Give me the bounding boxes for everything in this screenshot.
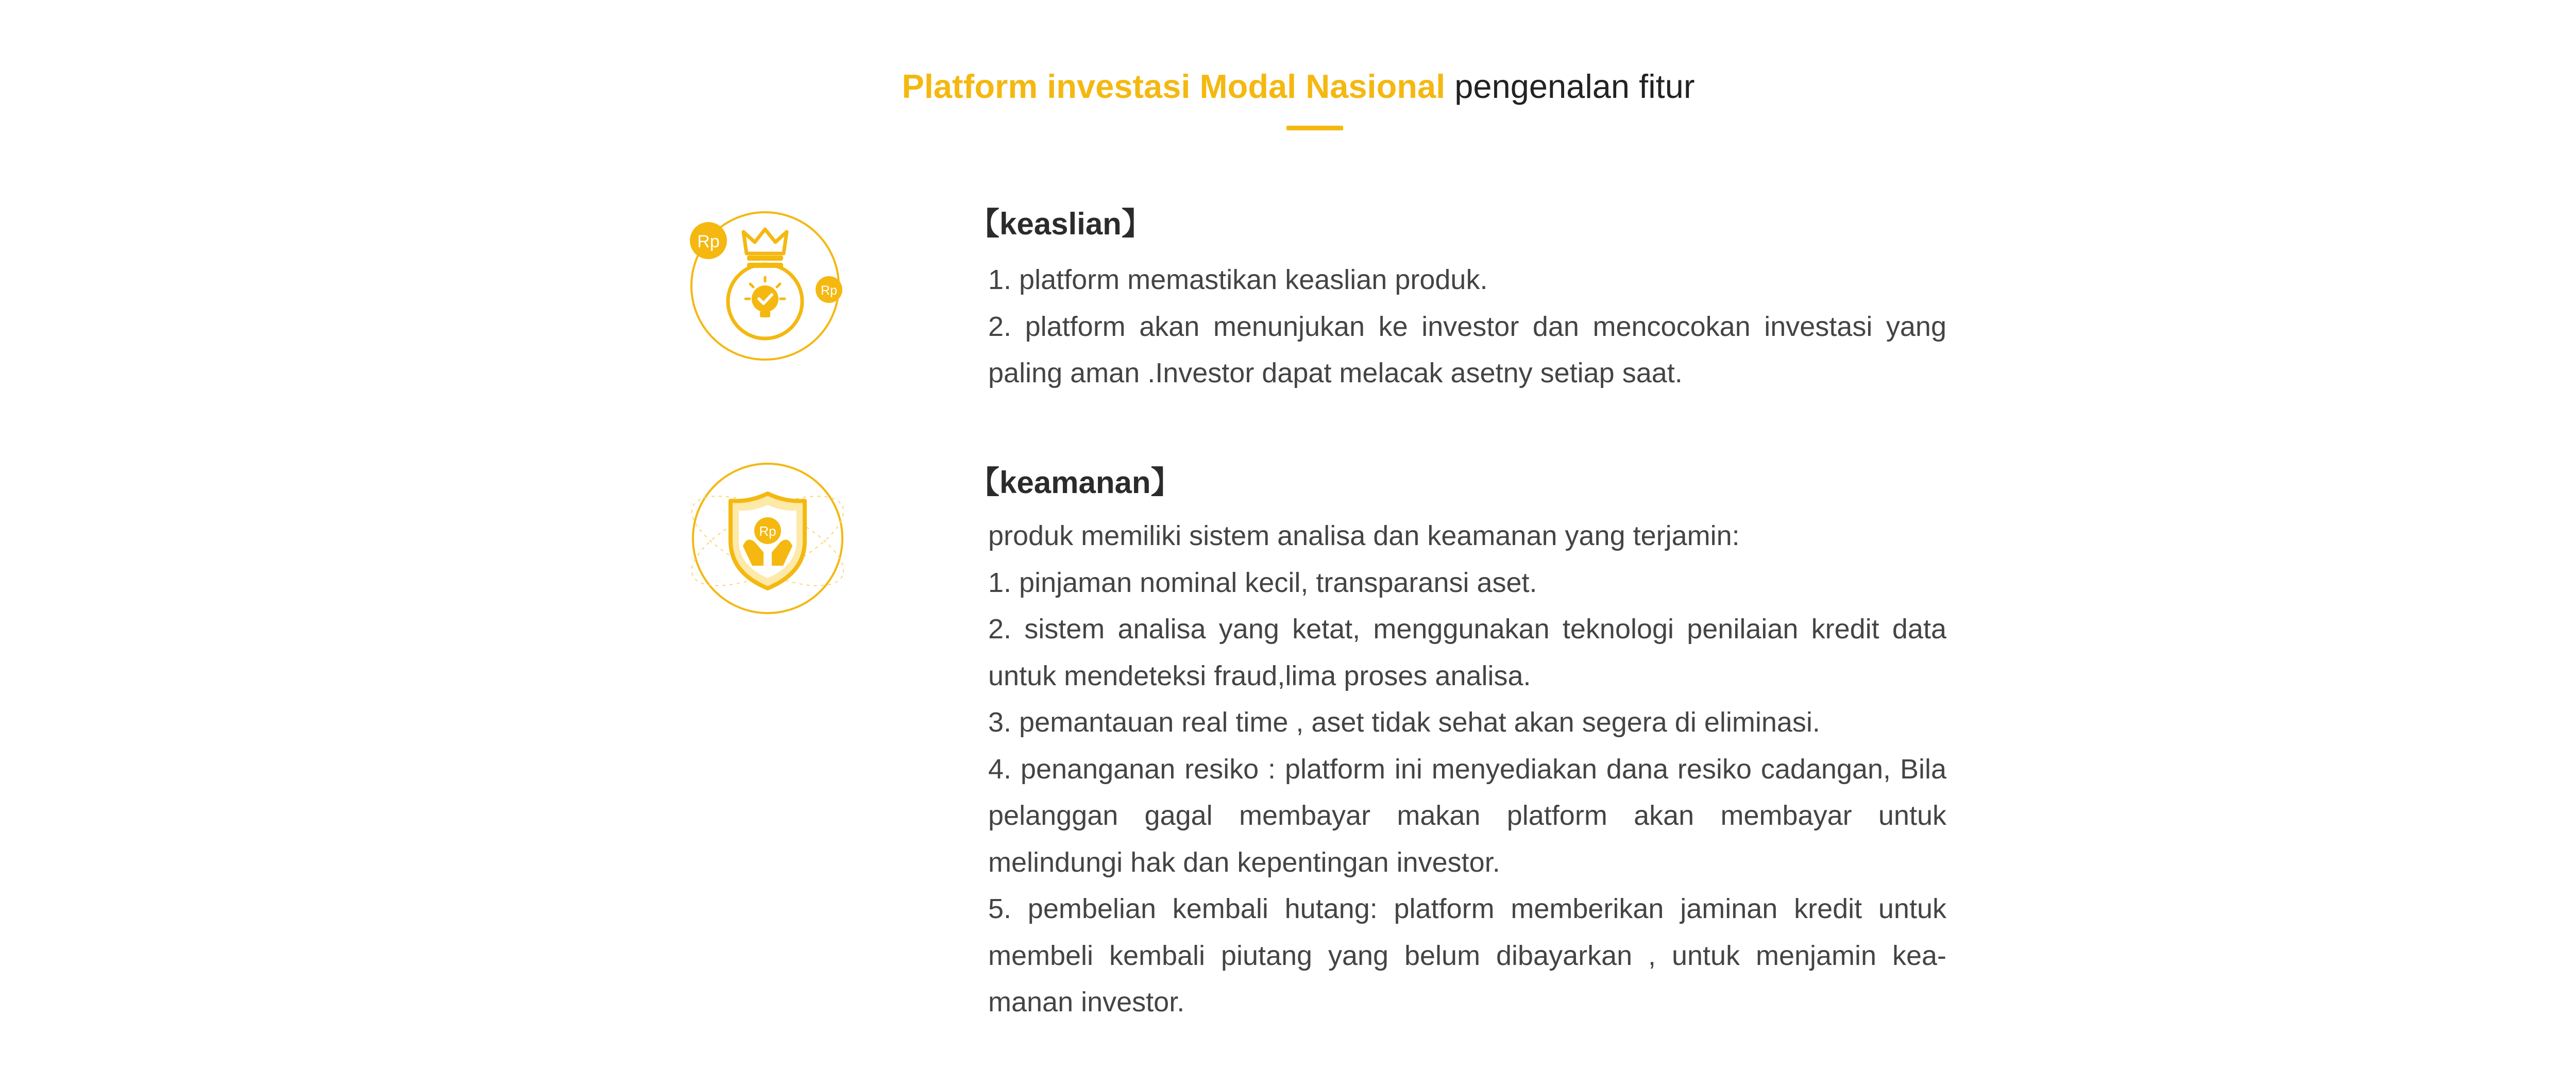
page-title-accent: Platform investasi Modal Nasional	[902, 67, 1446, 105]
page-title-rest: pengenalan fitur	[1454, 67, 1695, 105]
svg-text:Rp: Rp	[821, 283, 837, 298]
section-body-authenticity	[988, 257, 1946, 397]
section-title-security: 【keamanan】	[969, 465, 1182, 500]
svg-text:Rp: Rp	[697, 232, 720, 251]
title-underline	[1286, 126, 1343, 130]
shield-hands-icon	[680, 459, 855, 618]
section-title-authenticity: 【keaslian】	[969, 207, 1153, 241]
list-item: 1. platform memastikan keaslian produk.	[988, 264, 1488, 295]
list-item: 1. pinjaman nominal kecil, transparansi aset.	[988, 567, 1537, 598]
svg-text:Rp: Rp	[759, 523, 776, 539]
list-item: produk memiliki sistem analisa dan keamanan yang terjamin:	[988, 520, 1740, 551]
list-item: 4. penanganan resiko : platform ini menyediakan dana resiko cadangan, Bila pelanggan gagal membayar makan platform akan membayar untuk melindungi hak dan kepentingan investor.	[988, 753, 1946, 878]
list-item: 2. sistem analisa yang ketat, menggunakan teknologi penilaian kredit data untuk mendeteksi fraud,lima proses analisa.	[988, 614, 1946, 691]
list-item: 2. platform akan menunjukan ke investor dan mencocokan investasi yang paling aman .Investor dapat melacak asetny setiap saat.	[988, 311, 1946, 388]
page-title	[0, 61, 2576, 112]
money-bag-lightbulb-icon	[683, 206, 853, 366]
list-item: 3. pemantauan real time , aset tidak sehat akan segera di eliminasi.	[988, 707, 1820, 738]
list-item: 5. pembelian kembali hutang: platform memberikan jaminan kredit untuk membeli kembali piutang yang belum dibayarkan , untuk menjamin kea-manan investor.	[988, 893, 1946, 1018]
section-body-security	[988, 513, 1946, 1026]
